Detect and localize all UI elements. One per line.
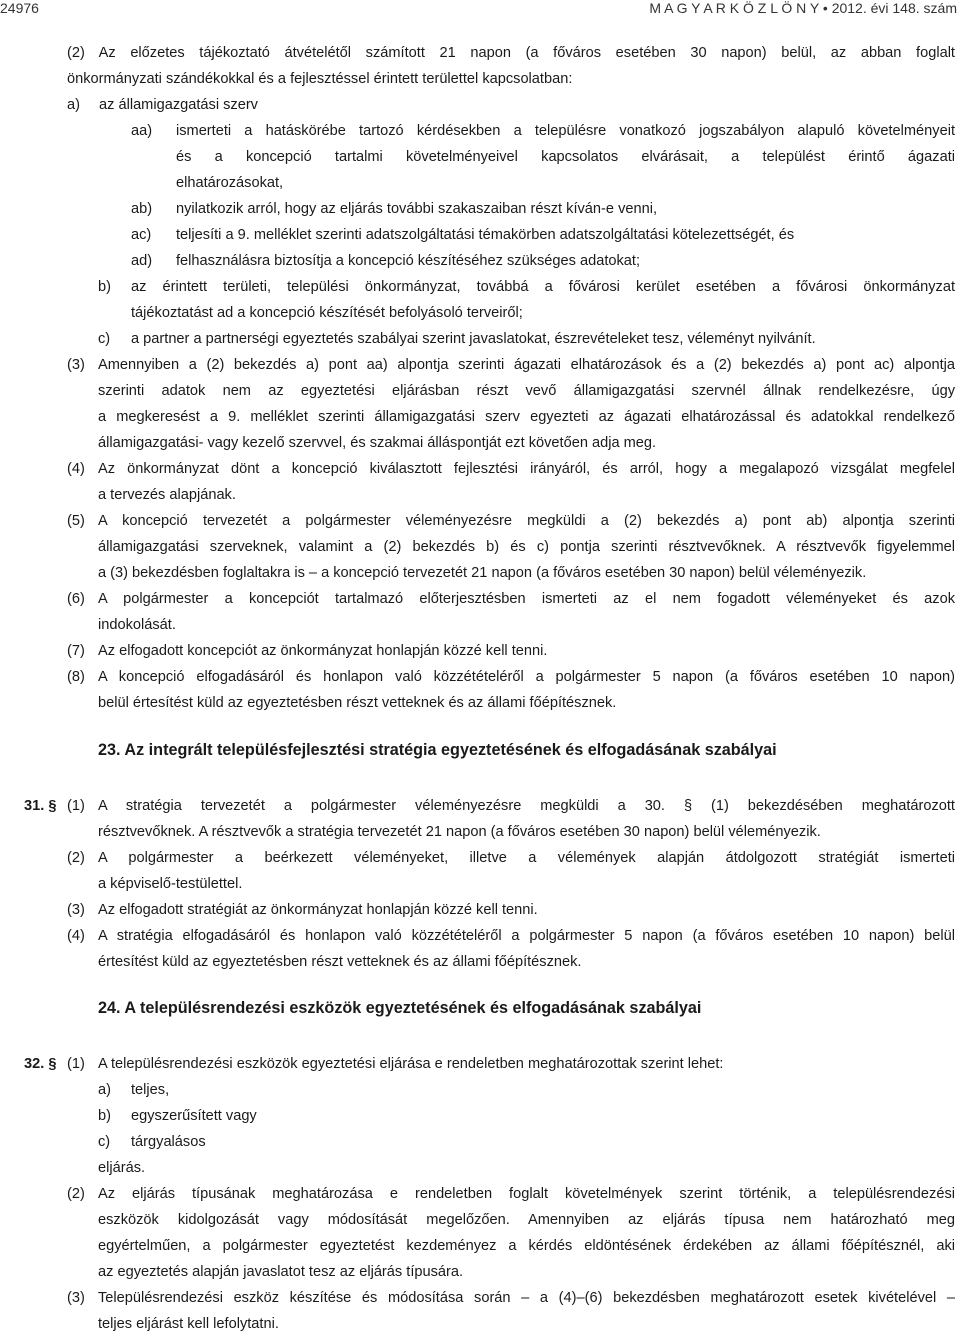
text-line: (3) [67, 357, 85, 373]
text-line: (8) [67, 669, 85, 685]
text-line: az érintett területi, települési önkormányzat, továbbá a fővárosi kerület esetében a fővárosi önkormányzat [131, 279, 955, 295]
text-line: szerinti adatok nem az egyeztetési eljárásban részt vevő államigazgatási szervnél állnak rendelkezésre, úgy [98, 383, 955, 399]
text-line: A stratégia tervezetét a polgármester véleményezésre megküldi a 30. § (1) bekezdésében meghatározott [98, 798, 955, 814]
text-line: teljes, [131, 1082, 170, 1098]
text-line: egyszerűsített vagy [131, 1108, 257, 1124]
text-line: (2) [67, 850, 85, 866]
text-line: ismerteti a hatáskörébe tartozó kérdésekben a településre vonatkozó jogszabályon alapuló követelményeit [176, 123, 955, 139]
text-line: (1) [67, 798, 85, 814]
text-line: Az önkormányzat dönt a koncepció kiválasztott fejlesztési irányáról, és arról, hogy a megalapozó vizsgálat megfelel [98, 461, 955, 477]
text-line: tájékoztatást ad a koncepció készítését befolyásoló terveiről; [131, 305, 523, 321]
text-line: ac) [131, 227, 152, 243]
running-header: M A G Y A R K Ö Z L Ö N Y • 2012. évi 148. szám [649, 0, 957, 16]
text-line: (4) [67, 928, 85, 944]
text-line: a) [67, 97, 80, 113]
text-line: belül értesítést küld az egyeztetésben részt vetteknek és az állami főépítésznek. [98, 695, 617, 711]
text-line: és a koncepció tartalmi követelményeivel kapcsolatos elvárásait, a települést érintő ágazati [176, 149, 955, 165]
text-line: az államigazgatási szerv [99, 97, 258, 113]
text-line: ab) [131, 201, 153, 217]
text-line: Az elfogadott koncepciót az önkormányzat honlapján közzé kell tenni. [98, 643, 548, 659]
text-line: a (3) bekezdésben foglaltakra is – a koncepció tervezetét 21 napon (a főváros esetében 30 napon) belül véleményezik. [98, 565, 867, 581]
text-line: Az eljárás típusának meghatározása e rendeletben foglalt követelmények szerint történik, a településrendezési [98, 1186, 955, 1202]
text-line: c) [98, 331, 111, 347]
text-line: teljes eljárást kell lefolytatni. [98, 1316, 279, 1332]
text-line: A koncepció elfogadásáról és honlapon való közzétételéről a polgármester 5 napon (a főváros esetében 10 napon) [98, 669, 955, 685]
text-line: (2) Az előzetes tájékoztató átvételétől számított 21 napon (a főváros esetében 30 napon) belül, az abban foglalt [67, 45, 955, 61]
text-line: a partner a partnerségi egyeztetés szabályai szerint javaslatokat, észrevételeket tesz, véleményt nyilvánít. [131, 331, 816, 347]
text-line: (4) [67, 461, 85, 477]
text-line: (6) [67, 591, 85, 607]
text-line: az egyeztetés alapján javaslatot tesz az eljárás típusára. [98, 1264, 464, 1280]
text-line: Településrendezési eszköz készítése és módosítása során – a (4)–(6) bekezdésben meghatározott esetek kivételével – [98, 1290, 955, 1306]
text-line: elhatározásokat, [176, 175, 284, 191]
text-line: tárgyalásos [131, 1134, 206, 1150]
text-line: b) [98, 1108, 111, 1124]
text-line: A településrendezési eszközök egyeztetési eljárása e rendeletben meghatározottak szerint lehet: [98, 1056, 724, 1072]
text-line: a képviselő-testülettel. [98, 876, 243, 892]
text-line: (7) [67, 643, 85, 659]
text-line: (3) [67, 902, 85, 918]
text-line: államigazgatási szerveknek, valamint a (2) bekezdés b) és c) pontja szerinti résztvevőknek. A résztvevők figyelemmel [98, 539, 955, 555]
text-line: résztvevőknek. A résztvevők a stratégia tervezetét 21 napon (a főváros esetében 30 napon) belül véleményezik. [98, 824, 821, 840]
text-line: A polgármester a koncepciót tartalmazó előterjesztésben ismerteti az el nem fogadott véleményeket és azok [98, 591, 955, 607]
text-line: nyilatkozik arról, hogy az eljárás további szakaszaiban részt kíván-e venni, [176, 201, 658, 217]
section-number: 32. § [24, 1056, 57, 1072]
page-number: 24976 [0, 0, 39, 16]
text-line: teljesíti a 9. melléklet szerinti adatszolgáltatási témakörben adatszolgáltatási kötelezettségét, és [176, 227, 795, 243]
text-line: a megkeresést a 9. melléklet szerinti államigazgatási szerv egyezteti az ágazati elhatározással és adatokkal rendelkező [98, 409, 955, 425]
text-line: eljárás. [98, 1160, 146, 1176]
section-heading: 24. A településrendezési eszközök egyeztetésének és elfogadásának szabályai [98, 999, 702, 1017]
text-line: A koncepció tervezetét a polgármester véleményezésre megküldi a (2) bekezdés a) pont ab) alpontja szerinti [98, 513, 955, 529]
text-line: Amennyiben a (2) bekezdés a) pont aa) alpontja szerinti ágazati elhatározások és a (2) bekezdés a) pont ac) alpontja [98, 357, 955, 373]
text-line: ad) [131, 253, 153, 269]
text-line: egyértelműen, a polgármester egyeztetést kezdeményez a kérdés eldöntésének érdekében az állami főépítésznél, aki [98, 1238, 955, 1254]
text-line: A polgármester a beérkezett véleményeket, illetve a vélemények alapján átdolgozott stratégiát ismerteti [98, 850, 955, 866]
text-line: eszközök kidolgozását vagy módosítását megelőzően. Amennyiben az eljárás típusa nem határozható meg [98, 1212, 955, 1228]
text-line: indokolását. [98, 617, 176, 633]
text-line: A stratégia elfogadásáról és honlapon való közzétételéről a polgármester 5 napon (a főváros esetében 10 napon) belül [98, 928, 955, 944]
text-line: aa) [131, 123, 153, 139]
text-line: (2) [67, 1186, 85, 1202]
section-heading: 23. Az integrált településfejlesztési stratégia egyeztetésének és elfogadásának szabályai [98, 741, 777, 759]
text-line: értesítést küld az egyeztetésben részt vetteknek és az állami főépítésznek. [98, 954, 582, 970]
text-line: (1) [67, 1056, 85, 1072]
text-line: (3) [67, 1290, 85, 1306]
text-line: önkormányzati szándékokkal és a fejlesztéssel érintett területtel kapcsolatban: [67, 71, 573, 87]
text-line: a) [98, 1082, 111, 1098]
text-line: b) [98, 279, 111, 295]
section-number: 31. § [24, 798, 57, 814]
text-line: a tervezés alapjának. [98, 487, 236, 503]
text-line: államigazgatási- vagy kezelő szervvel, és szakmai álláspontját ezt követően adja meg. [98, 435, 657, 451]
text-line: c) [98, 1134, 111, 1150]
text-line: (5) [67, 513, 85, 529]
text-line: felhasználásra biztosítja a koncepció készítéséhez szükséges adatokat; [176, 253, 641, 269]
text-line: Az elfogadott stratégiát az önkormányzat honlapján közzé kell tenni. [98, 902, 538, 918]
